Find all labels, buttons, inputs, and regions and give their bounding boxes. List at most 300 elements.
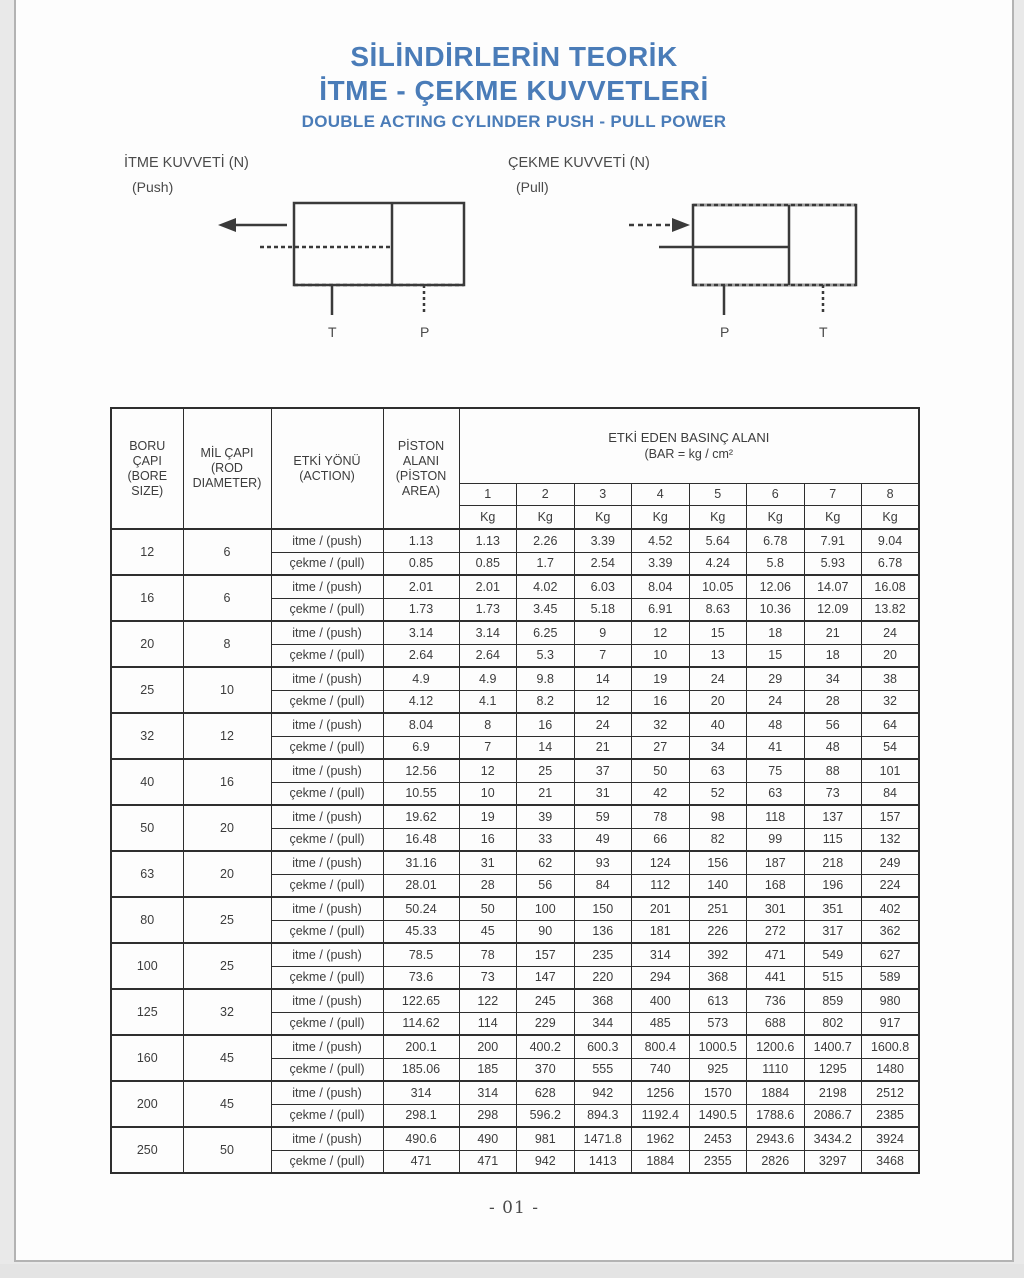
force-value-cell: 78 — [632, 805, 690, 828]
unit-header: Kg — [632, 505, 690, 529]
force-value-cell: 6.25 — [517, 621, 575, 644]
action-pull-cell: çekme / (pull) — [271, 736, 383, 759]
force-value-cell: 187 — [747, 851, 805, 874]
force-value-cell: 21 — [804, 621, 862, 644]
pull-diagram — [494, 150, 874, 340]
rod-cell: 25 — [183, 943, 271, 989]
action-pull-cell: çekme / (pull) — [271, 874, 383, 897]
push-cylinder-schematic-icon — [110, 190, 490, 340]
force-value-cell: 13 — [689, 644, 747, 667]
unit-header: Kg — [459, 505, 517, 529]
table-row-push — [111, 851, 919, 874]
bore-cell: 250 — [111, 1127, 183, 1173]
force-value-cell: 5.93 — [804, 552, 862, 575]
force-value-cell: 555 — [574, 1058, 632, 1081]
force-value-cell: 14 — [574, 667, 632, 690]
force-value-cell: 1884 — [632, 1150, 690, 1173]
force-value-cell: 301 — [747, 897, 805, 920]
force-value-cell: 114 — [459, 1012, 517, 1035]
rod-cell: 45 — [183, 1035, 271, 1081]
force-value-cell: 93 — [574, 851, 632, 874]
force-value-cell: 235 — [574, 943, 632, 966]
force-value-cell: 34 — [804, 667, 862, 690]
force-value-cell: 29 — [747, 667, 805, 690]
force-value-cell: 362 — [862, 920, 920, 943]
force-value-cell: 136 — [574, 920, 632, 943]
force-value-cell: 15 — [689, 621, 747, 644]
force-value-cell: 59 — [574, 805, 632, 828]
force-value-cell: 2453 — [689, 1127, 747, 1150]
force-value-cell: 75 — [747, 759, 805, 782]
force-value-cell: 9 — [574, 621, 632, 644]
force-value-cell: 3.39 — [632, 552, 690, 575]
force-value-cell: 3924 — [862, 1127, 920, 1150]
force-value-cell: 66 — [632, 828, 690, 851]
piston-area-cell: 6.9 — [383, 736, 459, 759]
pull-diagram-subtitle: (Pull) — [516, 179, 549, 195]
col-header-pressure — [459, 408, 919, 483]
force-value-cell: 157 — [517, 943, 575, 966]
table-row-push — [111, 1081, 919, 1104]
force-value-cell: 2826 — [747, 1150, 805, 1173]
force-value-cell: 32 — [862, 690, 920, 713]
unit-header: Kg — [574, 505, 632, 529]
scan-bottom-edge — [0, 1264, 1024, 1278]
col-header-bore: BORU ÇAPI (BORE SIZE) — [111, 408, 183, 529]
force-value-cell: 168 — [747, 874, 805, 897]
col-header-rod: MİL ÇAPI (ROD DIAMETER) — [183, 408, 271, 529]
force-value-cell: 220 — [574, 966, 632, 989]
force-value-cell: 549 — [804, 943, 862, 966]
action-push-cell: itme / (push) — [271, 621, 383, 644]
rod-cell: 20 — [183, 851, 271, 897]
force-value-cell: 185 — [459, 1058, 517, 1081]
force-value-cell: 31 — [574, 782, 632, 805]
document-page — [14, 0, 1014, 1262]
action-pull-cell: çekme / (pull) — [271, 552, 383, 575]
piston-area-cell: 4.9 — [383, 667, 459, 690]
force-value-cell: 122 — [459, 989, 517, 1012]
force-value-cell: 50 — [632, 759, 690, 782]
force-value-cell: 1600.8 — [862, 1035, 920, 1058]
force-value-cell: 2385 — [862, 1104, 920, 1127]
force-value-cell: 16 — [517, 713, 575, 736]
piston-area-cell: 114.62 — [383, 1012, 459, 1035]
action-push-cell: itme / (push) — [271, 759, 383, 782]
force-value-cell: 16.08 — [862, 575, 920, 598]
rod-cell: 45 — [183, 1081, 271, 1127]
force-value-cell: 18 — [804, 644, 862, 667]
force-value-cell: 10 — [459, 782, 517, 805]
force-value-cell: 5.64 — [689, 529, 747, 552]
force-value-cell: 627 — [862, 943, 920, 966]
action-push-cell: itme / (push) — [271, 529, 383, 552]
bore-cell: 32 — [111, 713, 183, 759]
force-value-cell: 13.82 — [862, 598, 920, 621]
piston-area-cell: 8.04 — [383, 713, 459, 736]
force-value-cell: 21 — [574, 736, 632, 759]
bar-value-header: 7 — [804, 483, 862, 505]
force-value-cell: 226 — [689, 920, 747, 943]
bar-value-header: 4 — [632, 483, 690, 505]
rod-cell: 10 — [183, 667, 271, 713]
action-pull-cell: çekme / (pull) — [271, 1150, 383, 1173]
force-value-cell: 156 — [689, 851, 747, 874]
force-value-cell: 0.85 — [459, 552, 517, 575]
title-block — [16, 40, 1012, 132]
force-value-cell: 24 — [574, 713, 632, 736]
force-value-cell: 101 — [862, 759, 920, 782]
force-value-cell: 73 — [804, 782, 862, 805]
force-value-cell: 1413 — [574, 1150, 632, 1173]
force-value-cell: 48 — [747, 713, 805, 736]
force-value-cell: 1962 — [632, 1127, 690, 1150]
piston-area-cell: 1.13 — [383, 529, 459, 552]
force-value-cell: 800.4 — [632, 1035, 690, 1058]
table-row-push — [111, 667, 919, 690]
col-header-area: PİSTON ALANI (PİSTON AREA) — [383, 408, 459, 529]
table-row-push — [111, 1127, 919, 1150]
force-value-cell: 132 — [862, 828, 920, 851]
rod-cell: 50 — [183, 1127, 271, 1173]
force-value-cell: 48 — [804, 736, 862, 759]
bore-cell: 25 — [111, 667, 183, 713]
pull-diagram-title: ÇEKME KUVVETİ (N) — [508, 155, 650, 171]
page-number: - 01 - — [489, 1198, 539, 1218]
force-value-cell: 25 — [517, 759, 575, 782]
force-value-cell: 6.03 — [574, 575, 632, 598]
page-title-line2: İTME - ÇEKME KUVVETLERİ — [319, 75, 709, 106]
bore-cell: 20 — [111, 621, 183, 667]
force-value-cell: 100 — [517, 897, 575, 920]
force-value-cell: 6.91 — [632, 598, 690, 621]
force-value-cell: 19 — [459, 805, 517, 828]
force-value-cell: 1471.8 — [574, 1127, 632, 1150]
bore-cell: 125 — [111, 989, 183, 1035]
table-row-push — [111, 1035, 919, 1058]
unit-header: Kg — [804, 505, 862, 529]
force-value-cell: 245 — [517, 989, 575, 1012]
force-value-cell: 24 — [862, 621, 920, 644]
force-value-cell: 294 — [632, 966, 690, 989]
bore-cell: 50 — [111, 805, 183, 851]
force-value-cell: 20 — [689, 690, 747, 713]
piston-area-cell: 50.24 — [383, 897, 459, 920]
force-value-cell: 9.04 — [862, 529, 920, 552]
force-value-cell: 402 — [862, 897, 920, 920]
force-value-cell: 400 — [632, 989, 690, 1012]
force-value-cell: 314 — [459, 1081, 517, 1104]
force-value-cell: 52 — [689, 782, 747, 805]
force-value-cell: 613 — [689, 989, 747, 1012]
force-value-cell: 201 — [632, 897, 690, 920]
force-value-cell: 84 — [574, 874, 632, 897]
force-value-cell: 54 — [862, 736, 920, 759]
force-value-cell: 471 — [459, 1150, 517, 1173]
force-value-cell: 10.05 — [689, 575, 747, 598]
force-value-cell: 2.64 — [459, 644, 517, 667]
push-port-p-label: P — [420, 324, 430, 340]
force-value-cell: 16 — [632, 690, 690, 713]
force-value-cell: 2086.7 — [804, 1104, 862, 1127]
page-title-line3: DOUBLE ACTING CYLINDER PUSH - PULL POWER — [301, 112, 727, 131]
piston-area-cell: 16.48 — [383, 828, 459, 851]
force-value-cell: 27 — [632, 736, 690, 759]
action-pull-cell: çekme / (pull) — [271, 782, 383, 805]
force-value-cell: 224 — [862, 874, 920, 897]
action-push-cell: itme / (push) — [271, 1081, 383, 1104]
force-value-cell: 12 — [632, 621, 690, 644]
force-value-cell: 2512 — [862, 1081, 920, 1104]
force-value-cell: 1295 — [804, 1058, 862, 1081]
force-value-cell: 7.91 — [804, 529, 862, 552]
force-value-cell: 12 — [574, 690, 632, 713]
force-value-cell: 573 — [689, 1012, 747, 1035]
force-value-cell: 8.63 — [689, 598, 747, 621]
force-value-cell: 82 — [689, 828, 747, 851]
bar-value-header: 8 — [862, 483, 920, 505]
rod-cell: 20 — [183, 805, 271, 851]
force-value-cell: 249 — [862, 851, 920, 874]
force-value-cell: 400.2 — [517, 1035, 575, 1058]
force-value-cell: 368 — [574, 989, 632, 1012]
pull-port-p-label: P — [720, 324, 730, 340]
force-value-cell: 140 — [689, 874, 747, 897]
force-value-cell: 10 — [632, 644, 690, 667]
force-value-cell: 600.3 — [574, 1035, 632, 1058]
action-pull-cell: çekme / (pull) — [271, 920, 383, 943]
pressure-header-subtitle: (BAR = kg / cm² — [644, 447, 734, 462]
force-value-cell: 1.7 — [517, 552, 575, 575]
force-value-cell: 73 — [459, 966, 517, 989]
piston-area-cell: 185.06 — [383, 1058, 459, 1081]
force-value-cell: 7 — [459, 736, 517, 759]
force-value-cell: 317 — [804, 920, 862, 943]
force-value-cell: 515 — [804, 966, 862, 989]
force-value-cell: 1400.7 — [804, 1035, 862, 1058]
force-value-cell: 118 — [747, 805, 805, 828]
force-value-cell: 3.39 — [574, 529, 632, 552]
force-value-cell: 28 — [804, 690, 862, 713]
piston-area-cell: 0.85 — [383, 552, 459, 575]
piston-area-cell: 490.6 — [383, 1127, 459, 1150]
piston-area-cell: 1.73 — [383, 598, 459, 621]
force-value-cell: 2943.6 — [747, 1127, 805, 1150]
force-value-cell: 64 — [862, 713, 920, 736]
force-value-cell: 42 — [632, 782, 690, 805]
force-value-cell: 4.52 — [632, 529, 690, 552]
force-value-cell: 490 — [459, 1127, 517, 1150]
action-pull-cell: çekme / (pull) — [271, 1012, 383, 1035]
force-value-cell: 3468 — [862, 1150, 920, 1173]
bar-value-header: 6 — [747, 483, 805, 505]
piston-area-cell: 3.14 — [383, 621, 459, 644]
force-value-cell: 39 — [517, 805, 575, 828]
force-value-cell: 1480 — [862, 1058, 920, 1081]
force-value-cell: 41 — [747, 736, 805, 759]
force-value-cell: 917 — [862, 1012, 920, 1035]
force-value-cell: 6.78 — [862, 552, 920, 575]
force-value-cell: 12 — [459, 759, 517, 782]
force-value-cell: 344 — [574, 1012, 632, 1035]
bore-cell: 80 — [111, 897, 183, 943]
action-push-cell: itme / (push) — [271, 1035, 383, 1058]
force-value-cell: 3.45 — [517, 598, 575, 621]
force-value-cell: 8 — [459, 713, 517, 736]
piston-area-cell: 2.01 — [383, 575, 459, 598]
piston-area-cell: 200.1 — [383, 1035, 459, 1058]
push-port-t-label: T — [328, 324, 337, 340]
force-value-cell: 368 — [689, 966, 747, 989]
force-value-cell: 9.8 — [517, 667, 575, 690]
force-value-cell: 16 — [459, 828, 517, 851]
force-value-cell: 229 — [517, 1012, 575, 1035]
piston-area-cell: 298.1 — [383, 1104, 459, 1127]
force-value-cell: 925 — [689, 1058, 747, 1081]
force-value-cell: 894.3 — [574, 1104, 632, 1127]
col-header-action: ETKİ YÖNÜ (ACTION) — [271, 408, 383, 529]
force-value-cell: 370 — [517, 1058, 575, 1081]
unit-header: Kg — [862, 505, 920, 529]
piston-area-cell: 45.33 — [383, 920, 459, 943]
rod-cell: 8 — [183, 621, 271, 667]
force-value-cell: 21 — [517, 782, 575, 805]
force-value-cell: 1256 — [632, 1081, 690, 1104]
force-value-cell: 14.07 — [804, 575, 862, 598]
rod-cell: 12 — [183, 713, 271, 759]
force-value-cell: 1200.6 — [747, 1035, 805, 1058]
action-pull-cell: çekme / (pull) — [271, 828, 383, 851]
force-value-cell: 3.14 — [459, 621, 517, 644]
action-push-cell: itme / (push) — [271, 575, 383, 598]
force-value-cell: 4.9 — [459, 667, 517, 690]
rod-cell: 6 — [183, 529, 271, 575]
action-push-cell: itme / (push) — [271, 989, 383, 1012]
push-diagram-title: İTME KUVVETİ (N) — [124, 155, 249, 171]
force-value-cell: 942 — [574, 1081, 632, 1104]
force-value-cell: 99 — [747, 828, 805, 851]
force-value-cell: 251 — [689, 897, 747, 920]
force-value-cell: 1490.5 — [689, 1104, 747, 1127]
force-value-cell: 3434.2 — [804, 1127, 862, 1150]
rod-cell: 25 — [183, 897, 271, 943]
piston-area-cell: 122.65 — [383, 989, 459, 1012]
table-row-push — [111, 621, 919, 644]
force-value-cell: 112 — [632, 874, 690, 897]
force-value-cell: 63 — [689, 759, 747, 782]
force-value-cell: 1000.5 — [689, 1035, 747, 1058]
piston-area-cell: 73.6 — [383, 966, 459, 989]
force-value-cell: 1570 — [689, 1081, 747, 1104]
force-value-cell: 314 — [632, 943, 690, 966]
force-value-cell: 147 — [517, 966, 575, 989]
force-value-cell: 1.13 — [459, 529, 517, 552]
force-value-cell: 12.06 — [747, 575, 805, 598]
force-value-cell: 18 — [747, 621, 805, 644]
force-value-cell: 7 — [574, 644, 632, 667]
unit-header: Kg — [689, 505, 747, 529]
action-push-cell: itme / (push) — [271, 667, 383, 690]
force-value-cell: 56 — [804, 713, 862, 736]
force-value-cell: 596.2 — [517, 1104, 575, 1127]
rod-cell: 32 — [183, 989, 271, 1035]
force-value-cell: 3297 — [804, 1150, 862, 1173]
force-value-cell: 5.3 — [517, 644, 575, 667]
force-value-cell: 4.24 — [689, 552, 747, 575]
force-value-cell: 84 — [862, 782, 920, 805]
push-diagram — [110, 150, 490, 340]
force-value-cell: 5.18 — [574, 598, 632, 621]
force-value-cell: 32 — [632, 713, 690, 736]
action-push-cell: itme / (push) — [271, 943, 383, 966]
force-value-cell: 15 — [747, 644, 805, 667]
force-value-cell: 62 — [517, 851, 575, 874]
force-value-cell: 1110 — [747, 1058, 805, 1081]
force-value-cell: 181 — [632, 920, 690, 943]
piston-area-cell: 31.16 — [383, 851, 459, 874]
action-pull-cell: çekme / (pull) — [271, 1104, 383, 1127]
bar-value-header: 3 — [574, 483, 632, 505]
force-value-cell: 2198 — [804, 1081, 862, 1104]
push-diagram-subtitle: (Push) — [132, 179, 174, 195]
table-row-push — [111, 989, 919, 1012]
force-value-cell: 2.54 — [574, 552, 632, 575]
force-value-cell: 2355 — [689, 1150, 747, 1173]
force-value-cell: 78 — [459, 943, 517, 966]
force-value-cell: 272 — [747, 920, 805, 943]
page-title-line1: SİLİNDİRLERİN TEORİK — [350, 41, 678, 72]
force-value-cell: 90 — [517, 920, 575, 943]
bar-value-header: 1 — [459, 483, 517, 505]
table-row-push — [111, 529, 919, 552]
bore-cell: 63 — [111, 851, 183, 897]
bore-cell: 160 — [111, 1035, 183, 1081]
piston-area-cell: 12.56 — [383, 759, 459, 782]
unit-header: Kg — [747, 505, 805, 529]
force-value-cell: 471 — [747, 943, 805, 966]
force-value-cell: 98 — [689, 805, 747, 828]
force-value-cell: 688 — [747, 1012, 805, 1035]
force-value-cell: 628 — [517, 1081, 575, 1104]
force-value-cell: 8.2 — [517, 690, 575, 713]
bore-cell: 100 — [111, 943, 183, 989]
piston-area-cell: 2.64 — [383, 644, 459, 667]
force-value-cell: 980 — [862, 989, 920, 1012]
unit-header: Kg — [517, 505, 575, 529]
action-push-cell: itme / (push) — [271, 805, 383, 828]
piston-area-cell: 19.62 — [383, 805, 459, 828]
force-value-cell: 12.09 — [804, 598, 862, 621]
table-row-push — [111, 713, 919, 736]
pressure-header-title: ETKİ EDEN BASINÇ ALANI — [608, 430, 770, 446]
force-value-cell: 5.8 — [747, 552, 805, 575]
bore-cell: 12 — [111, 529, 183, 575]
force-value-cell: 14 — [517, 736, 575, 759]
rod-cell: 16 — [183, 759, 271, 805]
force-value-cell: 150 — [574, 897, 632, 920]
table-row-push — [111, 943, 919, 966]
force-value-cell: 88 — [804, 759, 862, 782]
force-value-cell: 40 — [689, 713, 747, 736]
force-value-cell: 4.02 — [517, 575, 575, 598]
force-value-cell: 1.73 — [459, 598, 517, 621]
force-value-cell: 802 — [804, 1012, 862, 1035]
force-value-cell: 1884 — [747, 1081, 805, 1104]
force-value-cell: 50 — [459, 897, 517, 920]
force-value-cell: 31 — [459, 851, 517, 874]
action-pull-cell: çekme / (pull) — [271, 690, 383, 713]
table-row-push — [111, 805, 919, 828]
